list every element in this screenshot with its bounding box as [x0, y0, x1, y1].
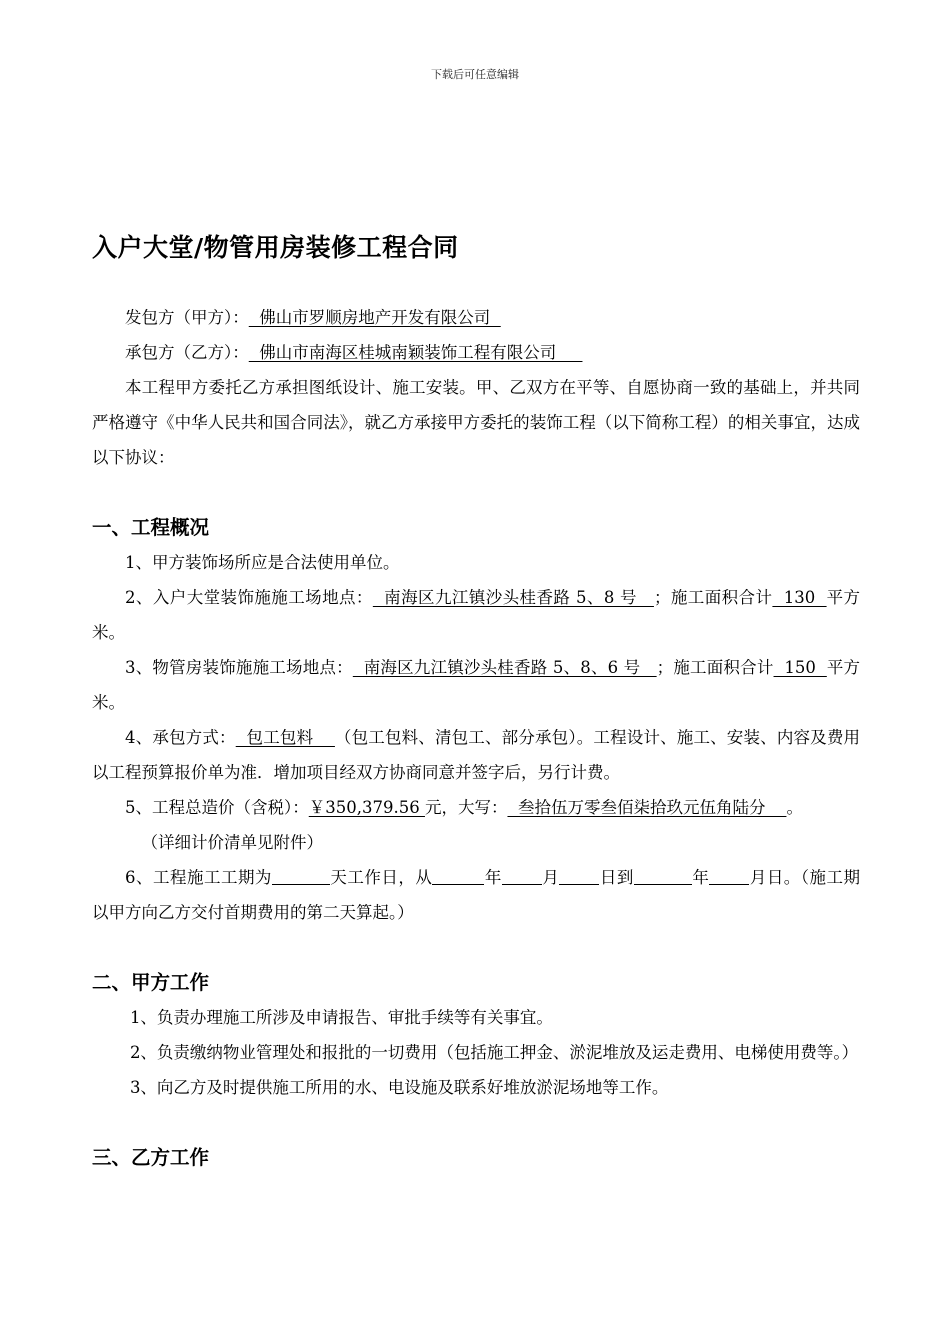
item6-e: 日到: [599, 868, 634, 887]
section2-item3: 3、向乙方及时提供施工所用的水、电设施及联系好堆放淤泥场地等工作。: [129, 1078, 669, 1097]
intro-paragraph: 本工程甲方委托乙方承担图纸设计、施工安装。甲、乙双方在平等、自愿协商一致的基础上，并共同严格遵守《中华人民共和国合同法》，就乙方承接甲方委托的装饰工程（以下简称工程）的相关事宜，达成以下协议：: [92, 378, 860, 467]
page-header: 下载后可任意编辑: [431, 68, 519, 81]
section2-item1: 1、负责办理施工所涉及申请报告、审批手续等有关事宜。: [129, 1008, 553, 1027]
item3-mid: ；施工面积合计: [656, 658, 774, 677]
party-a-label: 发包方（甲方）：: [125, 308, 249, 327]
section3-heading: 三、乙方工作: [92, 1146, 210, 1169]
item4-value: 包工包料: [235, 728, 335, 747]
party-b-label: 承包方（乙方）：: [125, 343, 249, 362]
item5-mid: 元，大写：: [424, 798, 508, 817]
party-a-value: 佛山市罗顺房地产开发有限公司: [248, 308, 501, 327]
item6-a: 6、工程施工工期为: [125, 868, 272, 887]
item2-label: 2、入户大堂装饰施施工场地点：: [125, 588, 373, 607]
section1-item6: [92, 860, 860, 930]
party-b-line: [92, 335, 860, 370]
party-a-line: [92, 300, 860, 335]
item6-c: 年: [484, 868, 502, 887]
item6-f: 年: [691, 868, 710, 887]
document-title: 入户大堂/物管用房装修工程合同: [92, 233, 459, 262]
item3-location: 南海区九江镇沙头桂香路 5、8、6 号: [352, 658, 657, 677]
section2-item2: 2、负责缴纳物业管理处和报批的一切费用（包括施工押金、淤泥堆放及运走费用、电梯使用费等。）: [129, 1043, 859, 1062]
section1-item5: [92, 790, 860, 825]
item5-words: 叁拾伍万零叁佰柒拾玖元伍角陆分: [507, 798, 787, 817]
section2-heading: 二、甲方工作: [92, 971, 210, 994]
item5-label: 5、工程总造价（含税）：: [125, 798, 309, 817]
item2-area: 130: [772, 588, 827, 607]
contract-body: [92, 300, 860, 1175]
blank-start-day[interactable]: [559, 866, 599, 885]
item3-unit: 平方米。: [92, 658, 861, 712]
item6-h: 日。（施工期以甲方向乙方交付首期费用的第二天算起。）: [92, 868, 861, 922]
section1-item4: [92, 720, 860, 790]
blank-end-year[interactable]: [634, 866, 692, 885]
item4-desc: （包工包料、清包工、部分承包）。工程设计、施工、安装、内容及费用以工程预算报价单为准．增加项目经双方协商同意并签字后，另行计费。: [92, 728, 861, 782]
section1-heading: 一、工程概况: [92, 516, 210, 539]
item5-end: 。: [786, 798, 803, 817]
blank-end-month[interactable]: [709, 866, 749, 885]
section1-item2: [92, 580, 860, 650]
blank-start-year[interactable]: [432, 866, 484, 885]
item5-amount: ￥350,379.56: [308, 798, 425, 817]
section1-item1: 1、甲方装饰场所应是合法使用单位。: [125, 553, 400, 572]
item3-label: 3、物管房装饰施施工场地点：: [125, 658, 353, 677]
item4-label: 4、承包方式：: [125, 728, 236, 747]
section1-item3: [92, 650, 860, 720]
item6-d: 月: [541, 868, 560, 887]
item6-b: 天工作日，从: [329, 868, 433, 887]
blank-start-month[interactable]: [502, 866, 542, 885]
item2-location: 南海区九江镇沙头桂香路 5、8 号: [372, 588, 654, 607]
section1-item5-note: （详细计价清单见附件）: [141, 833, 323, 852]
item3-area: 150: [773, 658, 827, 677]
party-b-value: 佛山市南海区桂城南颖装饰工程有限公司: [248, 343, 583, 362]
item2-mid: ；施工面积合计: [653, 588, 773, 607]
item2-unit: 平方米。: [92, 588, 861, 642]
item6-g: 月: [749, 868, 767, 887]
blank-days[interactable]: [272, 866, 330, 885]
